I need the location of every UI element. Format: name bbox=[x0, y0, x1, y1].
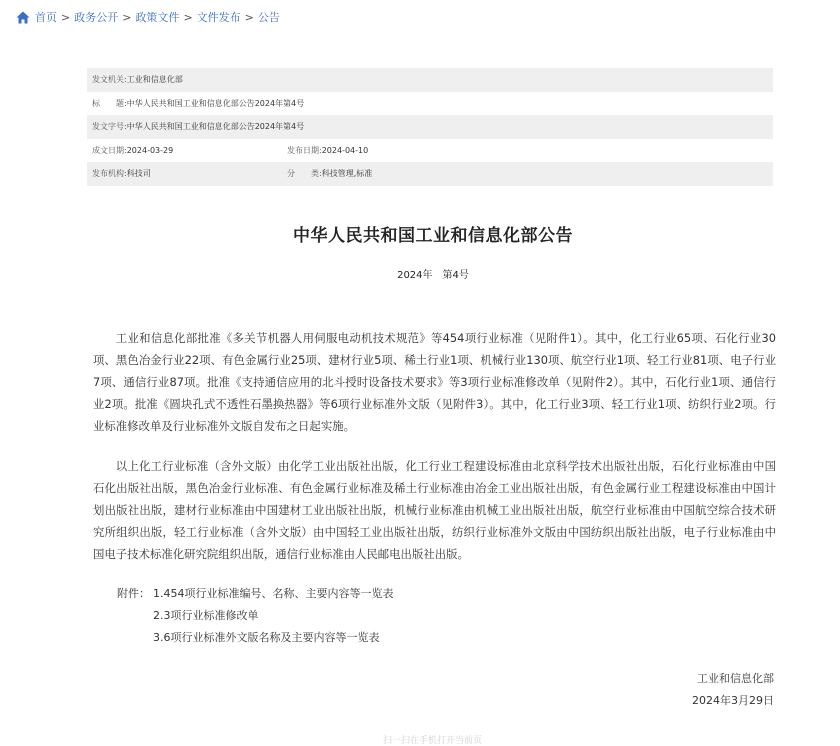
attachment-item bbox=[117, 583, 394, 605]
category-label: 分 类: bbox=[287, 169, 322, 179]
org-cell bbox=[92, 168, 287, 179]
issuer-label: 发文机关: bbox=[92, 75, 127, 85]
breadcrumb bbox=[16, 9, 280, 25]
title-label: 标 题: bbox=[92, 98, 127, 108]
created-date-label: 成文日期: bbox=[92, 145, 127, 155]
meta-row-title bbox=[87, 92, 773, 116]
published-date-cell bbox=[287, 145, 368, 156]
created-date-cell bbox=[92, 145, 287, 156]
published-date-label: 发布日期: bbox=[287, 145, 322, 155]
home-icon[interactable] bbox=[16, 11, 30, 24]
signature-block bbox=[692, 668, 774, 712]
breadcrumb-separator: > bbox=[183, 10, 193, 24]
category-value: 科技管理,标准 bbox=[321, 169, 373, 179]
body-paragraph-1: 工业和信息化部批准《多关节机器人用伺服电动机技术规范》等454项行业标准（见附件1）。其中，化工行业65项、石化行业30项、黑色冶金行业22项、有色金属行业25项、建材行业5项、稀土行业1项、机械行业130项、航空行业1项、轻工行业81项、电子行业7项、通信行业87项。批准《支持通信应用的北斗授时设备技术要求》等3项行业标准修改单（见附件2）。其中，石化行业1项、通信行业2项。批准《圆块孔式不透性石墨换热器》等6项行业标准外文版（见附件3）。其中，化工行业3项、轻工行业1项、纺织行业2项。行业标准修改单及行业标准外文版自发布之日起实施。 bbox=[93, 331, 776, 433]
attachment-link-1[interactable]: 1.454项行业标准编号、名称、主要内容等一览表 bbox=[153, 587, 394, 600]
document-number bbox=[0, 266, 840, 281]
signature-date: 2024年3月29日 bbox=[692, 694, 774, 707]
document-year: 2024年 bbox=[397, 270, 433, 281]
meta-row-doc-no bbox=[87, 115, 773, 139]
meta-row-dates bbox=[87, 139, 773, 163]
meta-row-issuer bbox=[87, 68, 773, 92]
created-date-value: 2024-03-29 bbox=[126, 145, 174, 155]
meta-row-org bbox=[87, 162, 773, 186]
attachment-item bbox=[117, 605, 394, 627]
body-paragraph-2: 以上化工行业标准（含外文版）由化学工业出版社出版，化工行业工程建设标准由北京科学技术出版社出版，石化行业标准由中国石化出版社出版，黑色冶金行业标准、有色金属行业标准及稀土行业标准由冶金工业出版社出版，有色金属行业工程建设标准由中国计划出版社出版，建材行业标准由中国建材工业出版社出版，机械行业标准由机械工业出版社出版，航空行业标准由中国航空综合技术研究所组织出版，轻工行业标准（含外文版）由中国轻工业出版社出版，纺织行业标准外文版由中国纺织出版社出版，电子行业标准由中国电子技术标准化研究院组织出版，通信行业标准由人民邮电出版社出版。 bbox=[93, 459, 776, 561]
breadcrumb-separator: > bbox=[61, 10, 71, 24]
document-issue-number: 第4号 bbox=[442, 270, 469, 281]
attachment-item bbox=[117, 627, 394, 649]
issuer-value: 工业和信息化部 bbox=[126, 75, 183, 85]
breadcrumb-separator: > bbox=[244, 10, 254, 24]
org-label: 发布机构: bbox=[92, 169, 127, 179]
breadcrumb-policy-docs-link[interactable]: 政策文件 bbox=[135, 11, 180, 24]
org-value: 科技司 bbox=[126, 169, 151, 179]
breadcrumb-notice-link[interactable]: 公告 bbox=[257, 11, 280, 24]
attachment-link-2[interactable]: 2.3项行业标准修改单 bbox=[153, 609, 259, 622]
breadcrumb-gov-affairs-link[interactable]: 政务公开 bbox=[74, 11, 119, 24]
category-cell bbox=[287, 168, 372, 179]
attachments-list bbox=[117, 583, 394, 649]
signature-org: 工业和信息化部 bbox=[697, 672, 774, 685]
doc-no-label: 发文字号: bbox=[92, 122, 127, 132]
breadcrumb-separator: > bbox=[122, 10, 132, 24]
attachment-link-3[interactable]: 3.6项行业标准外文版名称及主要内容等一览表 bbox=[153, 631, 380, 644]
document-title: 中华人民共和国工业和信息化部公告 bbox=[293, 226, 573, 247]
published-date-value: 2024-04-10 bbox=[321, 145, 369, 155]
attachments-label: 附件： bbox=[117, 587, 150, 600]
breadcrumb-file-release-link[interactable]: 文件发布 bbox=[196, 11, 241, 24]
doc-no-value: 中华人民共和国工业和信息化部公告2024年第4号 bbox=[126, 122, 305, 132]
document-meta-table bbox=[87, 68, 773, 186]
title-value: 中华人民共和国工业和信息化部公告2024年第4号 bbox=[126, 98, 305, 108]
breadcrumb-home-link[interactable]: 首页 bbox=[35, 11, 57, 24]
footer-qr-hint: 扫一扫在手机打开当前页 bbox=[383, 736, 483, 746]
